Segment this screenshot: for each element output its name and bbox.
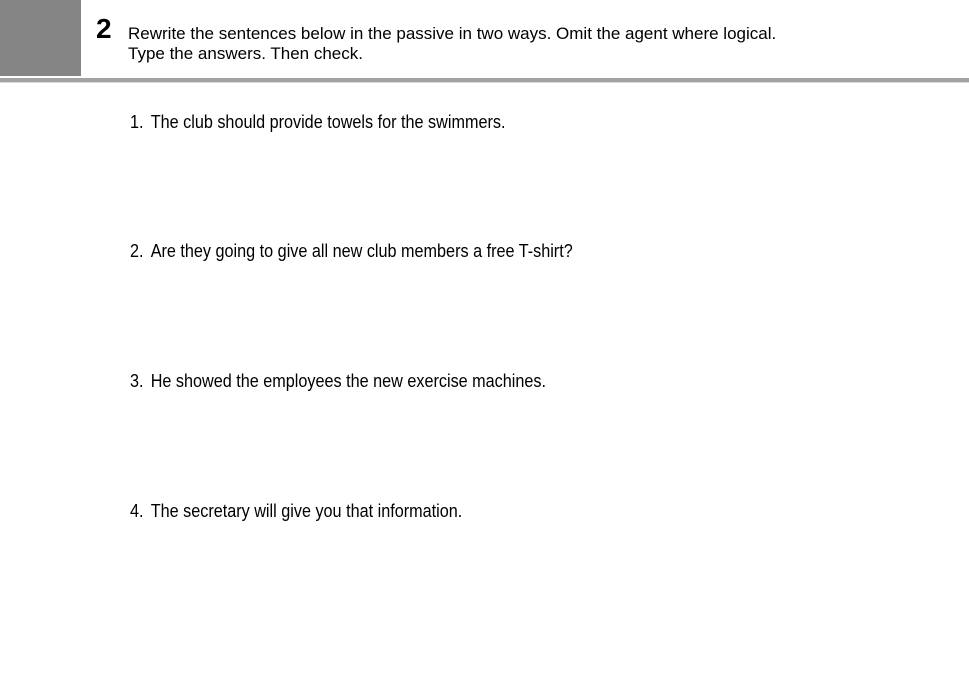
header-divider-shadow xyxy=(0,82,969,83)
question-text: He showed the employees the new exercise machines. xyxy=(150,371,547,391)
instruction-line-1: Rewrite the sentences below in the passive in two ways. Omit the agent where logical. xyxy=(128,24,777,43)
question-number: 1. xyxy=(130,112,144,132)
question-item xyxy=(130,111,505,133)
question-item xyxy=(130,500,462,522)
question-number: 2. xyxy=(130,241,144,261)
question-text: Are they going to give all new club members a free T-shirt? xyxy=(150,241,573,261)
header-grey-block xyxy=(0,0,81,76)
instruction-line-2: Type the answers. Then check. xyxy=(128,44,363,63)
question-text: The secretary will give you that information. xyxy=(150,501,463,521)
exercise-instructions xyxy=(128,24,776,64)
question-number: 3. xyxy=(130,371,144,391)
exercise-number: 2 xyxy=(96,13,112,44)
question-text: The club should provide towels for the swimmers. xyxy=(150,112,506,132)
question-number: 4. xyxy=(130,501,144,521)
question-item xyxy=(130,370,546,392)
question-item xyxy=(130,240,573,262)
